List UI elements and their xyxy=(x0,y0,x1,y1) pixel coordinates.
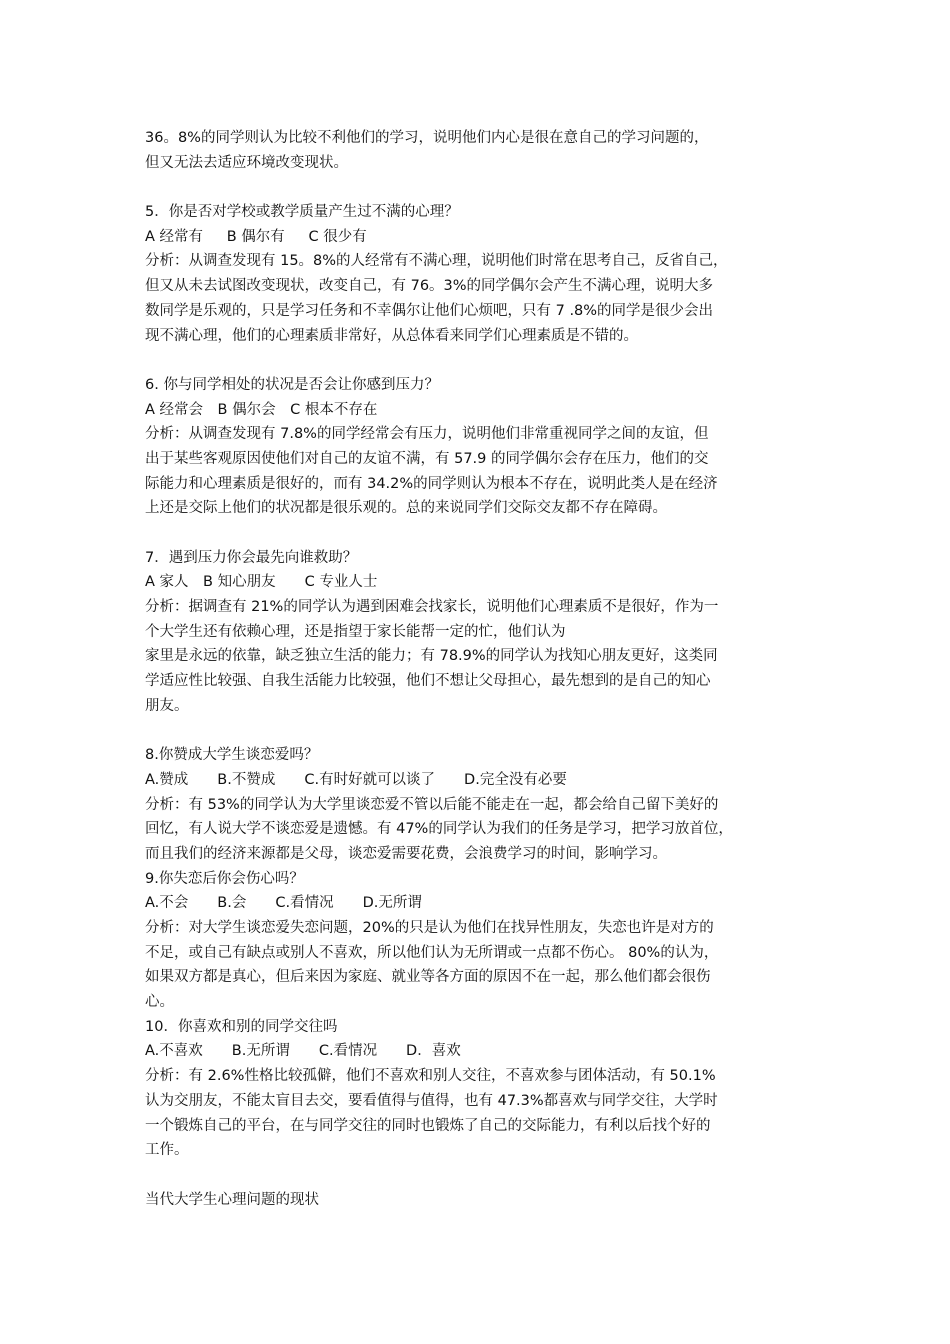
question-options: A.不会 B.会 C.看情况 D.无所谓 xyxy=(145,895,422,912)
question-options: A.不喜欢 B.无所谓 C.看情况 D．喜欢 xyxy=(145,1043,461,1060)
analysis-line: 而且我们的经济来源都是父母，谈恋爱需要花费，会浪费学习的时间，影响学习。 xyxy=(145,845,667,862)
analysis-line: 个大学生还有依赖心理，还是指望于家长能帮一定的忙，他们认为 xyxy=(145,623,566,640)
analysis-line: 工作。 xyxy=(145,1142,189,1159)
analysis-line: 如果双方都是真心，但后来因为家庭、就业等各方面的原因不在一起，那么他们都会很伤 xyxy=(145,969,711,986)
paragraph-gap xyxy=(145,719,817,744)
analysis-line: 分析：据调查有 21%的同学认为遇到困难会找家长，说明他们心理素质不是很好，作为一 xyxy=(145,599,719,616)
question-title: 8.你赞成大学生谈恋爱吗？ xyxy=(145,747,319,764)
analysis-line: 心。 xyxy=(145,994,174,1011)
question-8-block xyxy=(145,743,817,866)
document-page xyxy=(145,126,817,1212)
question-title: 6. 你与同学相处的状况是否会让你感到压力？ xyxy=(145,376,439,393)
question-options: A 经常会 B 偶尔会 C 根本不存在 xyxy=(145,401,378,418)
question-options: A 家人 B 知心朋友 C 专业人士 xyxy=(145,574,378,591)
analysis-line: 出于某些客观原因使他们对自己的友谊不满，有 57.9 的同学偶尔会存在压力，他们的交 xyxy=(145,450,709,467)
analysis-line: 认为交朋友，不能太盲目去交，要看值得与值得，也有 47.3%都喜欢与同学交往，大学时 xyxy=(145,1092,718,1109)
question-title: 9.你失恋后你会伤心吗？ xyxy=(145,870,304,887)
analysis-line: 数同学是乐观的，只是学习任务和不幸偶尔让他们心烦吧，只有 7 .8%的同学是很少会出 xyxy=(145,302,714,319)
analysis-line: 朋友。 xyxy=(145,697,189,714)
analysis-line: 回忆，有人说大学不谈恋爱是遗憾。有 47%的同学认为我们的任务是学习，把学习放首位， xyxy=(145,821,733,838)
analysis-line: 分析：有 2.6%性格比较孤僻，他们不喜欢和别人交往，不喜欢参与团体活动，有 50.1% xyxy=(145,1068,716,1085)
analysis-line: 分析：从调查发现有 15。8%的人经常有不满心理，说明他们时常在思考自己，反省自己， xyxy=(145,253,728,270)
analysis-line: 分析：对大学生谈恋爱失恋问题，20%的只是认为他们在找异性朋友，失恋也许是对方的 xyxy=(145,920,714,936)
question-7-block xyxy=(145,546,817,719)
question-title: 7．遇到压力你会最先向谁救助？ xyxy=(145,549,358,566)
analysis-line: 学适应性比较强、自我生活能力比较强，他们不想让父母担心，最先想到的是自己的知心 xyxy=(145,673,711,690)
question-options: A.赞成 B.不赞成 C.有时好就可以谈了 D.完全没有必要 xyxy=(145,771,567,788)
question-title: 5．你是否对学校或教学质量产生过不满的心理？ xyxy=(145,204,459,221)
analysis-line: 上还是交际上他们的状况都是很乐观的。总的来说同学们交际交友都不存在障碍。 xyxy=(145,500,667,517)
analysis-line: 一个锻炼自己的平台，在与同学交往的同时也锻炼了自己的交际能力，有利以后找个好的 xyxy=(145,1117,711,1134)
question-6-block xyxy=(145,373,817,521)
analysis-line: 分析：从调查发现有 7.8%的同学经常会有压力，说明他们非常重视同学之间的友谊，但 xyxy=(145,426,709,443)
question-5-block xyxy=(145,200,817,348)
paragraph-line: 36。8%的同学则认为比较不利他们的学习，说明他们内心是很在意自己的学习问题的， xyxy=(145,130,709,146)
analysis-line: 分析：有 53%的同学认为大学里谈恋爱不管以后能不能走在一起，都会给自己留下美好的 xyxy=(145,796,719,813)
paragraph-gap xyxy=(145,348,817,373)
paragraph-line: 但又无法去适应环境改变现状。 xyxy=(145,154,348,171)
section-heading: 当代大学生心理问题的现状 xyxy=(145,1191,319,1208)
question-9-block xyxy=(145,867,817,1015)
question-title: 10．你喜欢和别的同学交往吗 xyxy=(145,1018,338,1035)
intro-paragraph xyxy=(145,126,817,175)
paragraph-gap xyxy=(145,521,817,546)
paragraph-gap xyxy=(145,1163,817,1188)
analysis-line: 现不满心理，他们的心理素质非常好，从总体看来同学们心理素质是不错的。 xyxy=(145,327,638,344)
analysis-line: 际能力和心理素质是很好的，而有 34.2%的同学则认为根本不存在，说明此类人是在经济 xyxy=(145,475,718,492)
analysis-line: 家里是永远的依靠，缺乏独立生活的能力；有 78.9%的同学认为找知心朋友更好，这类同 xyxy=(145,648,718,665)
analysis-line: 但又从未去试图改变现状，改变自己，有 76。3%的同学偶尔会产生不满心理，说明大多 xyxy=(145,278,714,295)
question-10-block xyxy=(145,1015,817,1163)
analysis-line: 不足，或自己有缺点或别人不喜欢，所以他们认为无所谓或一点都不伤心。 80%的认为， xyxy=(145,944,719,961)
paragraph-gap xyxy=(145,175,817,200)
question-options: A 经常有 B 偶尔有 C 很少有 xyxy=(145,228,367,245)
